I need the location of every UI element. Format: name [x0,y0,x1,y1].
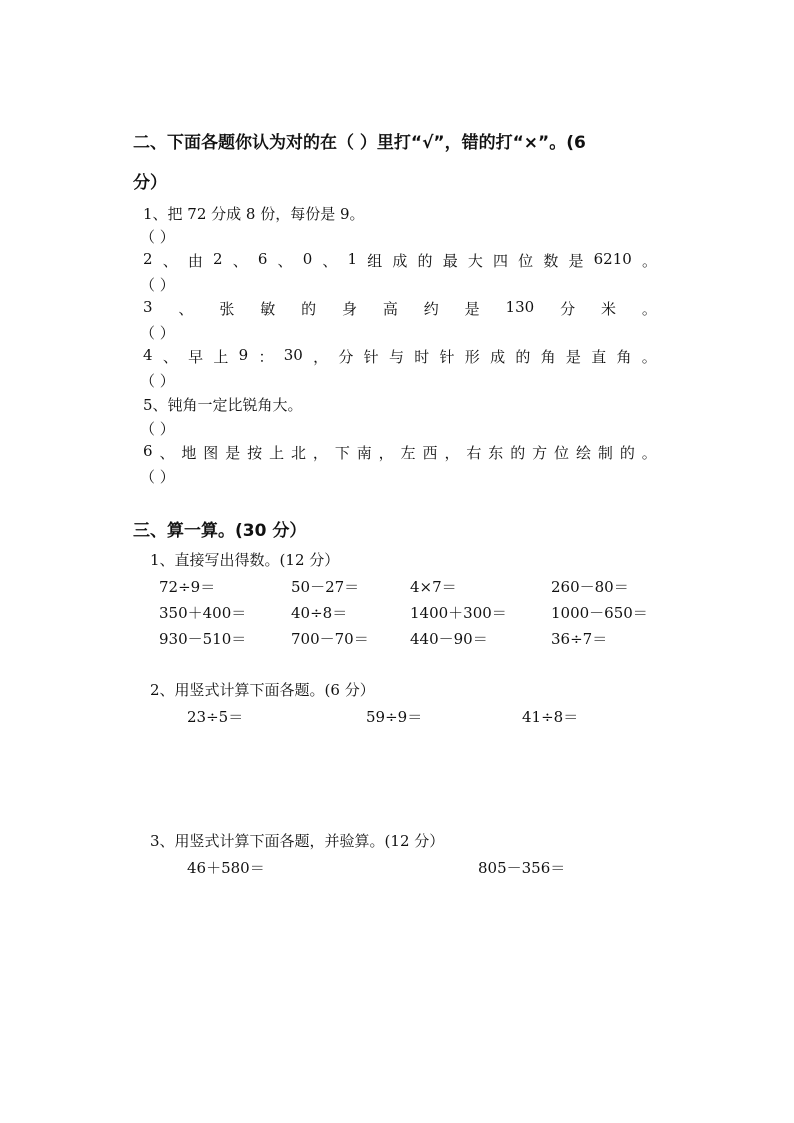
judge-item-4-char: 的 [515,348,531,366]
judge-item-2-char: 2 [143,250,153,268]
vertical-calc-2: 59÷9＝ [366,708,423,726]
judge-item-6-char: 南 [356,444,372,462]
judge-item-2-char: 、 [277,252,293,270]
calc-3-3: 440－90＝ [410,630,488,648]
judge-item-3-answer-paren[interactable]: （ ） [140,324,175,342]
judge-item-4-char: 30 [283,346,303,364]
judge-item-4-char: 成 [490,348,506,366]
calc-1-1: 72÷9＝ [159,578,216,596]
judge-item-4-char: 角 [616,348,632,366]
judge-item-6-char: 。 [641,444,657,462]
judge-item-5-text: 5、钝角一定比锐角大。 [143,396,303,414]
judge-item-4-char: 直 [591,348,607,366]
judge-item-4-char: 是 [565,348,581,366]
judge-item-4-char: 、 [162,348,178,366]
part3-title: 3、用竖式计算下面各题，并验算。(12 分） [150,832,445,850]
judge-item-3-char: 约 [423,300,439,318]
judge-item-4-answer-paren[interactable]: （ ） [140,372,175,390]
judge-item-4-char: 。 [641,348,657,366]
judge-item-4-char: 针 [439,348,455,366]
calc-1-3: 4×7＝ [410,578,457,596]
judge-item-4-char: 与 [388,348,404,366]
judge-item-2-char: 四 [493,252,509,270]
judge-item-4-char: 针 [363,348,379,366]
judge-item-6-char: 6 [143,442,153,460]
judge-item-3-char: 高 [382,300,398,318]
judge-item-5-answer-paren[interactable]: （ ） [140,420,175,438]
judge-item-6-char: 位 [554,444,570,462]
judge-item-6-char: 左 [400,444,416,462]
judge-item-6-char: 制 [597,444,613,462]
judge-item-2-answer-paren[interactable]: （ ） [140,276,175,294]
judge-item-3-char: 130 [505,298,535,316]
judge-item-2-char: 是 [568,252,584,270]
judge-item-6-char: ， [312,444,328,462]
judge-item-6-char: 是 [225,444,241,462]
judge-item-2-char: 组 [367,252,383,270]
calc-2-3: 1400＋300＝ [410,604,507,622]
judge-item-6-char: 上 [269,444,285,462]
judge-item-3-char: 张 [219,300,235,318]
calc-3-1: 930－510＝ [159,630,247,648]
judge-item-6-char: 按 [247,444,263,462]
judge-item-2-char: 。 [641,252,657,270]
judge-item-4-char: 形 [464,348,480,366]
judge-item-6-char: 下 [334,444,350,462]
judge-item-1-answer-paren[interactable]: （ ） [140,228,175,246]
judge-item-2-text [143,250,657,271]
judge-item-3-text [143,298,657,319]
judge-item-4-char: 分 [338,348,354,366]
judge-item-6-char: ， [378,444,394,462]
judge-item-1-text: 1、把 72 分成 8 份，每份是 9。 [143,205,365,223]
judge-item-6-char: 绘 [575,444,591,462]
part2-title: 2、用竖式计算下面各题。(6 分） [150,681,375,699]
judge-item-2-char: 、 [322,252,338,270]
judge-item-6-char: ， [444,444,460,462]
section2-title-line1: 二、下面各题你认为对的在（ ）里打“√”，错的打“×”。(6 [133,133,586,153]
judge-item-2-char: 6210 [593,250,632,268]
judge-item-2-char: 、 [232,252,248,270]
calc-2-1: 350＋400＝ [159,604,247,622]
judge-item-3-char: 。 [641,300,657,318]
judge-item-6-char: 地 [181,444,197,462]
judge-item-6-char: 图 [203,444,219,462]
section3-title: 三、算一算。(30 分） [133,521,307,541]
section2-title-line2: 分） [133,173,167,193]
judge-item-6-char: 北 [290,444,306,462]
judge-item-2-char: 6 [257,250,268,268]
judge-item-6-char: 的 [619,444,635,462]
judge-item-2-char: 、 [162,252,178,270]
judge-item-4-char: ： [258,348,274,366]
judge-item-2-char: 由 [187,252,203,270]
judge-item-3-char: 米 [600,300,616,318]
judge-item-6-char: 东 [488,444,504,462]
judge-item-2-char: 2 [213,250,223,268]
judge-item-6-char: 的 [510,444,526,462]
judge-item-2-char: 最 [442,252,458,270]
calc-3-4: 36÷7＝ [551,630,608,648]
vertical-calc-3: 41÷8＝ [522,708,579,726]
judge-item-4-text [143,346,657,367]
judge-item-4-char: 角 [540,348,556,366]
judge-item-2-char: 大 [467,252,483,270]
judge-item-3-char: 的 [301,300,317,318]
judge-item-2-char: 成 [392,252,408,270]
judge-item-6-char: 右 [466,444,482,462]
judge-item-4-char: 上 [213,348,229,366]
judge-item-3-char: 敏 [260,300,276,318]
judge-item-3-char: 是 [464,300,480,318]
judge-item-2-char: 0 [302,250,313,268]
vertical-calc-1: 23÷5＝ [187,708,244,726]
judge-item-3-char: 身 [341,300,357,318]
judge-item-2-char: 1 [347,250,358,268]
judge-item-4-char: 时 [414,348,430,366]
judge-item-3-char: 、 [178,300,194,318]
judge-item-4-char: ， [313,348,329,366]
judge-item-6-char: 西 [422,444,438,462]
judge-item-6-text [143,442,657,463]
verify-calc-1: 46＋580＝ [187,859,265,877]
judge-item-2-char: 数 [543,252,559,270]
judge-item-4-char: 早 [188,348,204,366]
judge-item-6-answer-paren[interactable]: （ ） [140,468,175,486]
judge-item-3-char: 分 [560,300,576,318]
judge-item-4-char: 4 [143,346,153,364]
judge-item-2-char: 的 [417,252,433,270]
calc-1-4: 260－80＝ [551,578,629,596]
judge-item-2-char: 位 [518,252,534,270]
part1-title: 1、直接写出得数。(12 分） [150,551,340,569]
calc-3-2: 700－70＝ [291,630,369,648]
judge-item-6-char: 方 [532,444,548,462]
judge-item-3-char: 3 [143,298,153,316]
judge-item-6-char: 、 [159,444,175,462]
calc-2-2: 40÷8＝ [291,604,348,622]
verify-calc-2: 805－356＝ [478,859,566,877]
calc-1-2: 50－27＝ [291,578,360,596]
calc-2-4: 1000－650＝ [551,604,648,622]
judge-item-4-char: 9 [238,346,249,364]
